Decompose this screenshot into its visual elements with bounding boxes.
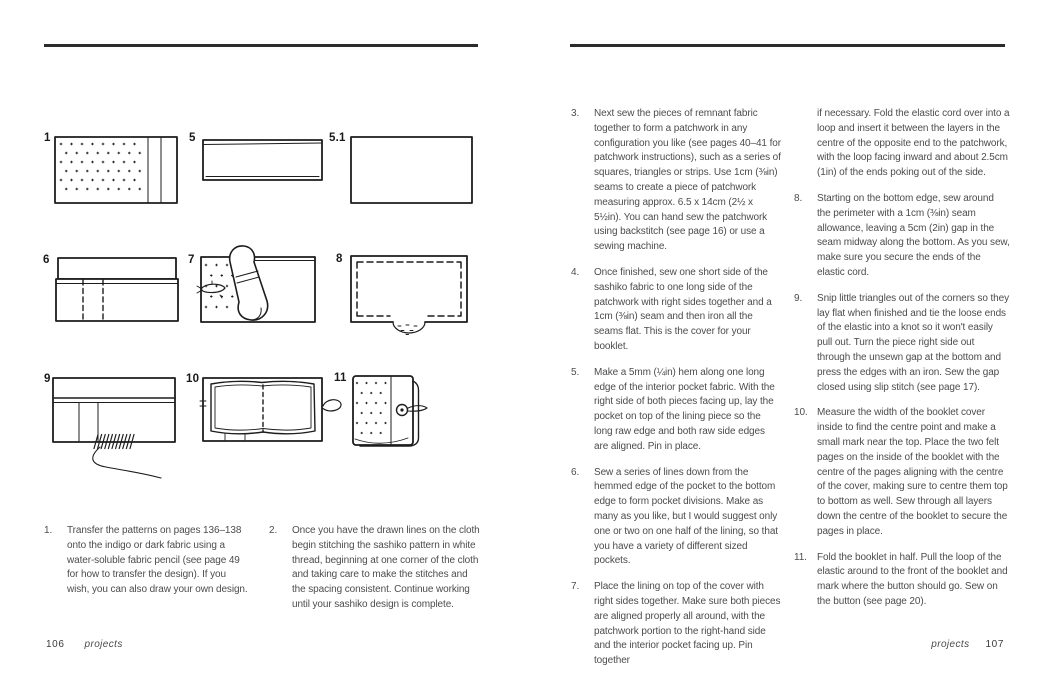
left-page-top-rule: [44, 44, 478, 47]
step-number: 3.: [571, 108, 580, 119]
right-page-column-1: [571, 107, 781, 680]
figure-6-pocket-divisions-diagram: [56, 258, 178, 321]
step-number: 10.: [794, 407, 808, 419]
step-number: 7.: [571, 581, 580, 593]
step-number: 1.: [44, 525, 53, 536]
right-page-top-rule: [570, 44, 1005, 47]
step-number: 11.: [794, 551, 807, 563]
figure-label-5: 5: [189, 132, 196, 144]
right-page-footer: [931, 639, 1004, 650]
step-text: Sew a series of lines down from the hemmed edge of the pocket to the bottom edge to form pocket divisions. Make as many as you like, but I would suggest only one or two on one half of the lining, so that you have a variety of different sized pockets.: [594, 466, 778, 567]
step-number-spacer: [794, 107, 817, 181]
page-number: 107: [985, 639, 1004, 650]
step-text: Fold the booklet in half. Pull the loop of the elastic around to the front of the booklet and mark where the button should go. Sew on the button (see page 20).: [817, 551, 1008, 607]
figure-9-slip-stitch-diagram: [53, 378, 175, 478]
left-page-column-1: [44, 524, 250, 609]
step-item-7: [571, 580, 781, 669]
section-label: projects: [931, 639, 970, 650]
step-number: 8.: [794, 192, 803, 204]
figure-1-sashiko-fabric-diagram: [55, 137, 177, 203]
step-item-8: [794, 192, 1010, 281]
step-number: 5.: [571, 366, 580, 378]
figure-8-sewn-perimeter-diagram: [351, 256, 467, 335]
step-text: Starting on the bottom edge, sew around the perimeter with a 1cm (⅜in) seam allowance, leaving a 5cm (2in) gap in the seam midway along the bottom. As you sew, make sure you secure the ends of the elastic cord.: [817, 192, 1010, 278]
figure-diagrams-svg: [40, 125, 480, 515]
right-page-column-2: [794, 107, 1010, 621]
step-item-2: [269, 524, 482, 613]
step-item-1: [44, 524, 250, 598]
step-item-9: [794, 292, 1010, 396]
step-number: 9.: [794, 292, 803, 304]
step-item-10: [794, 406, 1010, 539]
left-page-footer: [46, 639, 123, 650]
figure-label-6: 6: [43, 254, 50, 266]
step-text: Transfer the patterns on pages 136–138 onto the indigo or dark fabric using a water-soluble fabric pencil (see page 49 for how to transfer the design). If you wish, you can also draw your own design.: [67, 525, 248, 596]
step-number: 2.: [269, 525, 278, 536]
step-text: Snip little triangles out of the corners so they lay flat when finished and tie the loose ends of the elastic into a knot so it won't easily pull out. Turn the piece right side out through the unsewn gap at the bottom and press the edges with an iron. Sew the gap closed using slip stitch (see page 17).: [817, 292, 1009, 393]
step-text: Make a 5mm (¼in) hem along one long edge of the interior pocket fabric. With the right side of both pieces facing up, lay the pocket on top of the lining piece so the long raw edge and both raw side edges are aligned. Pin in place.: [594, 366, 775, 452]
section-label: projects: [84, 639, 123, 650]
step-text: Next sew the pieces of remnant fabric together to form a patchwork in any configuration you like (see pages 40–41 for patchwork instructions), such as a series of squares, triangles or strips. Use 1cm (⅜in) seams to create a piece of patchwork measuring approx. 6.5 x 14cm (2½ x 5½in). You can hand sew the patchwork using backstitch (see page 16) or use a sewing machine.: [594, 108, 781, 253]
figure-10-open-booklet-diagram: [200, 378, 341, 441]
step-text: if necessary. Fold the elastic cord over into a loop and insert it between the layers in the centre of the opposite end to the patchwork, with the loop facing inward and about 2.5cm (1in) of the ends poking out of the side.: [817, 108, 1010, 179]
figure-label-5-1: 5.1: [329, 132, 346, 144]
left-page-column-2: [269, 524, 482, 624]
figure-7-cover-flap-diagram: [197, 246, 315, 322]
figure-label-9: 9: [44, 373, 51, 385]
figure-label-7: 7: [188, 254, 195, 266]
figure-label-11: 11: [334, 372, 347, 384]
step-number: 4.: [571, 266, 580, 278]
page-number: 106: [46, 639, 65, 650]
figure-11-closed-booklet-diagram: [353, 376, 427, 446]
step-item-3: [571, 107, 781, 255]
step-item-4: [571, 266, 781, 355]
figure-5-hemmed-pocket-diagram: [203, 140, 322, 180]
figure-label-8: 8: [336, 253, 343, 265]
figure-label-10: 10: [186, 373, 200, 385]
step-7-continuation: [794, 107, 1010, 181]
step-item-5: [571, 366, 781, 455]
figure-label-1: 1: [44, 132, 51, 144]
step-text: Measure the width of the booklet cover inside to find the centre point and make a small mark near the top. Place the two felt pages on the inside of the booklet with the centre of the pages aligning with the centre of the cover, making sure to centre them top to bottom as well. Sew through all layers down the centre of the booklet to secure the pages in place.: [817, 407, 1008, 537]
step-item-11: [794, 551, 1010, 610]
step-item-6: [571, 466, 781, 570]
figure-5-1-lining-diagram: [351, 137, 472, 203]
step-text: Once you have the drawn lines on the cloth begin stitching the sashiko pattern in white thread, beginning at one corner of the cloth and taking care to make the stitches and the spacing consistent. Continue working until your sashiko design is complete.: [292, 525, 480, 610]
step-text: Once finished, sew one short side of the sashiko fabric to one long side of the patchwork with right sides together and a 1cm (⅜in) seam and then iron all the seams flat. This is the cover for your booklet.: [594, 266, 772, 352]
step-number: 6.: [571, 466, 580, 478]
step-text: Place the lining on top of the cover with right sides together. Make sure both pieces are aligned properly all around, with the patchwork portion to the right-hand side and the interior pocket facing up. Pin together: [594, 581, 781, 667]
